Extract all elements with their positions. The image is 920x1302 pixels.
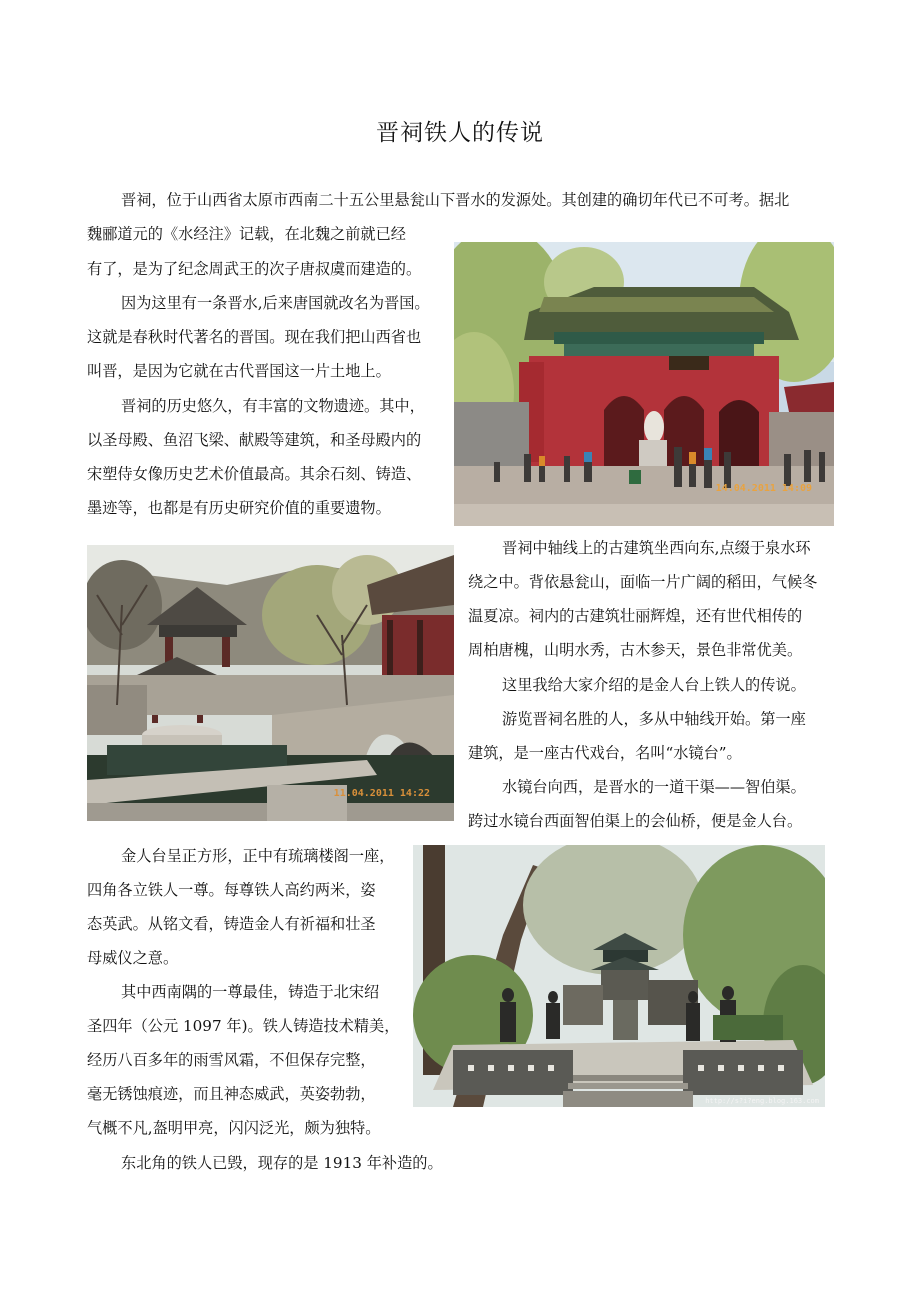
paragraph-line: 游览晋祠名胜的人，多从中轴线开始。第一座 (502, 710, 806, 728)
paragraph-line: 经历八百多年的雨雪风霜，不但保存完整， (87, 1051, 376, 1069)
paragraph-line: 建筑，是一座古代戏台，名叫“水镜台”。 (468, 744, 742, 762)
paragraph-line: 毫无锈蚀痕迹，而且神态威武，英姿勃勃， (87, 1085, 376, 1103)
paragraph-line: 东北角的铁人已毁，现存的是 1913 年补造的。 (121, 1154, 443, 1172)
paragraph-line: 因为这里有一条晋水,后来唐国就改名为晋国。 (121, 294, 430, 312)
paragraph-line: 叫晋，是因为它就在古代晋国这一片土地上。 (87, 362, 391, 380)
paragraph-line: 宋塑侍女像历史艺术价值最高。其余石刻、铸造、 (87, 465, 422, 483)
paragraph-line: 这里我给大家介绍的是金人台上铁人的传说。 (502, 676, 806, 694)
iron-statue-terrace-photo (413, 845, 825, 1107)
paragraph-line: 墨迹等，也都是有历史研究价值的重要遗物。 (87, 499, 391, 517)
paragraph-line: 晋祠，位于山西省太原市西南二十五公里悬瓮山下晋水的发源处。其创建的确切年代已不可考。据北 (121, 191, 790, 209)
paragraph-line: 母威仪之意。 (87, 949, 179, 967)
paragraph-line: 四角各立铁人一尊。每尊铁人高约两米，姿 (87, 881, 376, 899)
paragraph-line: 有了，是为了纪念周武王的次子唐叔虞而建造的。 (87, 260, 422, 278)
photo-timestamp: 11.04.2011 14:22 (333, 788, 430, 799)
paragraph-line: 水镜台向西，是晋水的一道干渠——智伯渠。 (502, 778, 806, 796)
paragraph-line: 以圣母殿、鱼沼飞梁、献殿等建筑，和圣母殿内的 (87, 431, 422, 449)
paragraph-line: 气概不凡,盔明甲亮，闪闪泛光，颇为独特。 (87, 1119, 381, 1137)
temple-gate-photo (454, 242, 834, 526)
paragraph-line: 这就是春秋时代著名的晋国。现在我们把山西省也 (87, 328, 422, 346)
paragraph-line: 魏郦道元的《水经注》记载，在北魏之前就已经 (87, 225, 406, 243)
photo-watermark: http://s?i?eng.blog.163.com (705, 1097, 819, 1105)
paragraph-line: 晋祠中轴线上的古建筑坐西向东,点缀于泉水环 (502, 539, 811, 557)
page-title: 晋祠铁人的传说 (376, 120, 544, 146)
paragraph-line: 晋祠的历史悠久，有丰富的文物遗迹。其中， (121, 397, 425, 415)
paragraph-line: 温夏凉。祠内的古建筑壮丽辉煌，还有世代相传的 (468, 607, 803, 625)
paragraph-line: 其中西南隅的一尊最佳，铸造于北宋绍 (121, 983, 380, 1001)
paragraph-line: 周柏唐槐，山明水秀，古木参天，景色非常优美。 (468, 641, 803, 659)
pavilion-pool-photo (87, 545, 454, 821)
paragraph-line: 态英武。从铭文看，铸造金人有祈福和壮圣 (87, 915, 376, 933)
paragraph-line: 跨过水镜台西面智伯渠上的会仙桥，便是金人台。 (468, 812, 803, 830)
photo-timestamp: 14.04.2011 14:09 (715, 483, 812, 494)
paragraph-line: 绕之中。背依悬瓮山，面临一片广阔的稻田，气候冬 (468, 573, 818, 591)
paragraph-line: 圣四年（公元 1097 年)。铁人铸造技术精美， (87, 1017, 400, 1035)
paragraph-line: 金人台呈正方形，正中有琉璃楼阁一座， (121, 847, 395, 865)
